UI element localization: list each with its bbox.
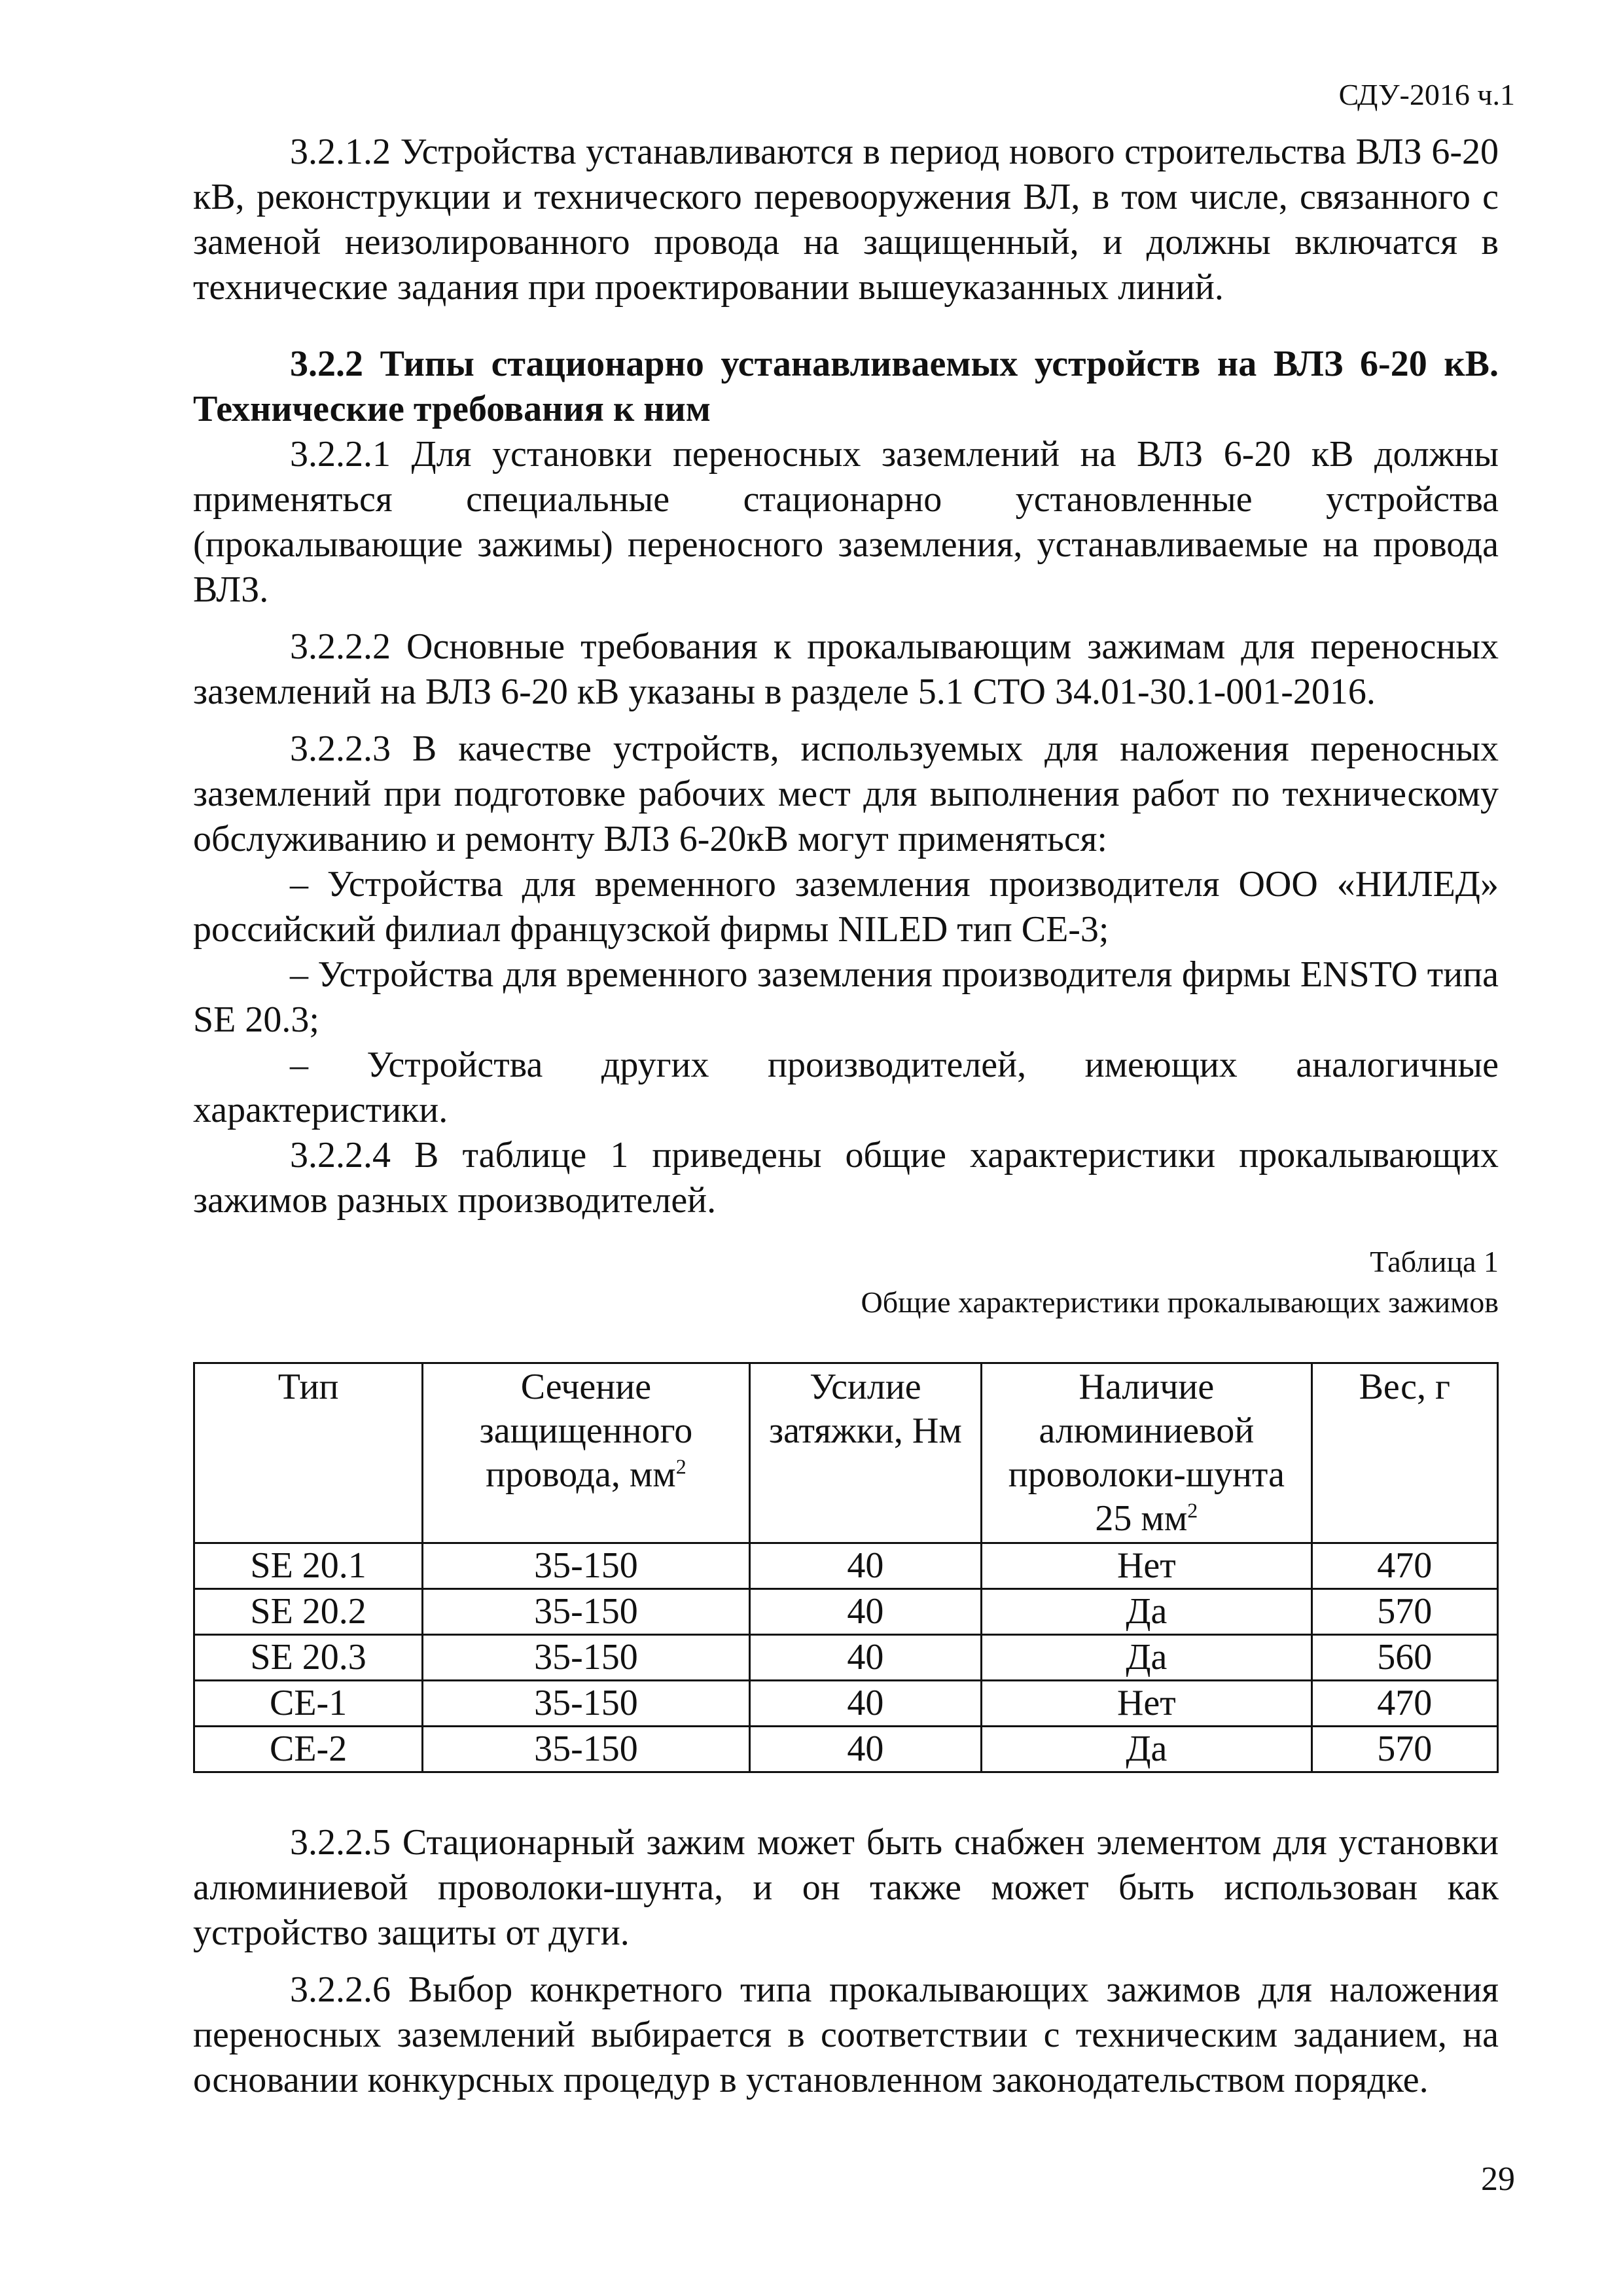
paragraph-3-2-2-5: 3.2.2.5 Стационарный зажим может быть снабжен элементом для установки алюминиевой проволоки-шунта, и он также может быть использован как устройство защиты от дуги.	[193, 1822, 1499, 1953]
cell-shunt: Да	[982, 1635, 1311, 1681]
table-row	[194, 1681, 1498, 1727]
list-item-1: – Устройства для временного заземления производителя ООО «НИЛЕД» российский филиал французской фирмы NILED тип СЕ-3;	[193, 864, 1499, 950]
header-section	[423, 1363, 749, 1543]
document-body	[193, 130, 1499, 2103]
cell-weight: 470	[1311, 1681, 1497, 1727]
paragraph-3-2-2-4: 3.2.2.4 В таблице 1 приведены общие характеристики прокалывающих зажимов разных производителей.	[193, 1135, 1499, 1221]
header-torque: Усилие затяжки, Нм	[749, 1363, 982, 1543]
header-section-sup: 2	[675, 1454, 687, 1479]
cell-type: SE 20.3	[194, 1635, 423, 1681]
cell-weight: 560	[1311, 1635, 1497, 1681]
paragraph-3-2-2-2: 3.2.2.2 Основные требования к прокалывающим зажимам для переносных заземлений на ВЛЗ 6-20 кВ указаны в разделе 5.1 СТО 34.01-30.1-001-2016.	[193, 626, 1499, 712]
table-row	[194, 1543, 1498, 1589]
table-header-row	[194, 1363, 1498, 1543]
cell-type: СЕ-2	[194, 1727, 423, 1772]
paragraph-3-2-1-2: 3.2.1.2 Устройства устанавливаются в период нового строительства ВЛЗ 6-20 кВ, реконструкции и технического перевооружения ВЛ, в том числе, связанного с заменой неизолированного провода на защищенный, и должны включатся в технические задания при проектировании вышеуказанных линий.	[193, 132, 1499, 308]
paragraph-3-2-2-1: 3.2.2.1 Для установки переносных заземлений на ВЛЗ 6-20 кВ должны применяться специальные стационарно установленные устройства (прокалывающие зажимы) переносного заземления, устанавливаемые на провода ВЛЗ.	[193, 434, 1499, 610]
cell-section: 35-150	[423, 1727, 749, 1772]
cell-section: 35-150	[423, 1543, 749, 1589]
cell-section: 35-150	[423, 1681, 749, 1727]
cell-torque: 40	[749, 1635, 982, 1681]
cell-shunt: Да	[982, 1727, 1311, 1772]
table-title: Общие характеристики прокалывающих зажимов	[861, 1285, 1499, 1319]
cell-torque: 40	[749, 1681, 982, 1727]
paragraph-3-2-2-3: 3.2.2.3 В качестве устройств, используемых для наложения переносных заземлений при подготовке рабочих мест для выполнения работ по техническому обслуживанию и ремонту ВЛЗ 6-20кВ могут применяться:	[193, 728, 1499, 859]
document-code: СДУ-2016 ч.1	[1338, 78, 1515, 111]
cell-section: 35-150	[423, 1635, 749, 1681]
characteristics-table	[193, 1362, 1499, 1773]
header-shunt-sup: 2	[1187, 1498, 1198, 1522]
list-item-3: – Устройства других производителей, имеющих аналогичные характеристики.	[193, 1045, 1499, 1130]
header-section-text: Сечение защищенного провода, мм	[479, 1367, 693, 1495]
table-label: Таблица 1	[1370, 1245, 1499, 1278]
table-row	[194, 1589, 1498, 1635]
cell-shunt: Да	[982, 1589, 1311, 1635]
cell-weight: 570	[1311, 1589, 1497, 1635]
cell-shunt: Нет	[982, 1543, 1311, 1589]
cell-section: 35-150	[423, 1589, 749, 1635]
table-row	[194, 1727, 1498, 1772]
cell-torque: 40	[749, 1543, 982, 1589]
cell-weight: 470	[1311, 1543, 1497, 1589]
cell-type: SE 20.1	[194, 1543, 423, 1589]
cell-type: SE 20.2	[194, 1589, 423, 1635]
section-heading-3-2-2: 3.2.2 Типы стационарно устанавливаемых устройств на ВЛЗ 6-20 кВ. Технические требования к ним	[193, 344, 1499, 429]
header-weight: Вес, г	[1311, 1363, 1497, 1543]
table-caption	[193, 1242, 1499, 1323]
page-number: 29	[1481, 2161, 1515, 2198]
header-type: Тип	[194, 1363, 423, 1543]
cell-shunt: Нет	[982, 1681, 1311, 1727]
cell-type: СЕ-1	[194, 1681, 423, 1727]
table-row	[194, 1635, 1498, 1681]
paragraph-3-2-2-6: 3.2.2.6 Выбор конкретного типа прокалывающих зажимов для наложения переносных заземлений выбирается в соответствии с техническим заданием, на основании конкурсных процедур в установленном законодательством порядке.	[193, 1969, 1499, 2100]
header-shunt-text: Наличие алюминиевой проволоки-шунта 25 мм	[1008, 1367, 1285, 1539]
cell-weight: 570	[1311, 1727, 1497, 1772]
cell-torque: 40	[749, 1727, 982, 1772]
header-shunt	[982, 1363, 1311, 1543]
cell-torque: 40	[749, 1589, 982, 1635]
list-item-2: – Устройства для временного заземления производителя фирмы ENSTO типа SE 20.3;	[193, 954, 1499, 1040]
